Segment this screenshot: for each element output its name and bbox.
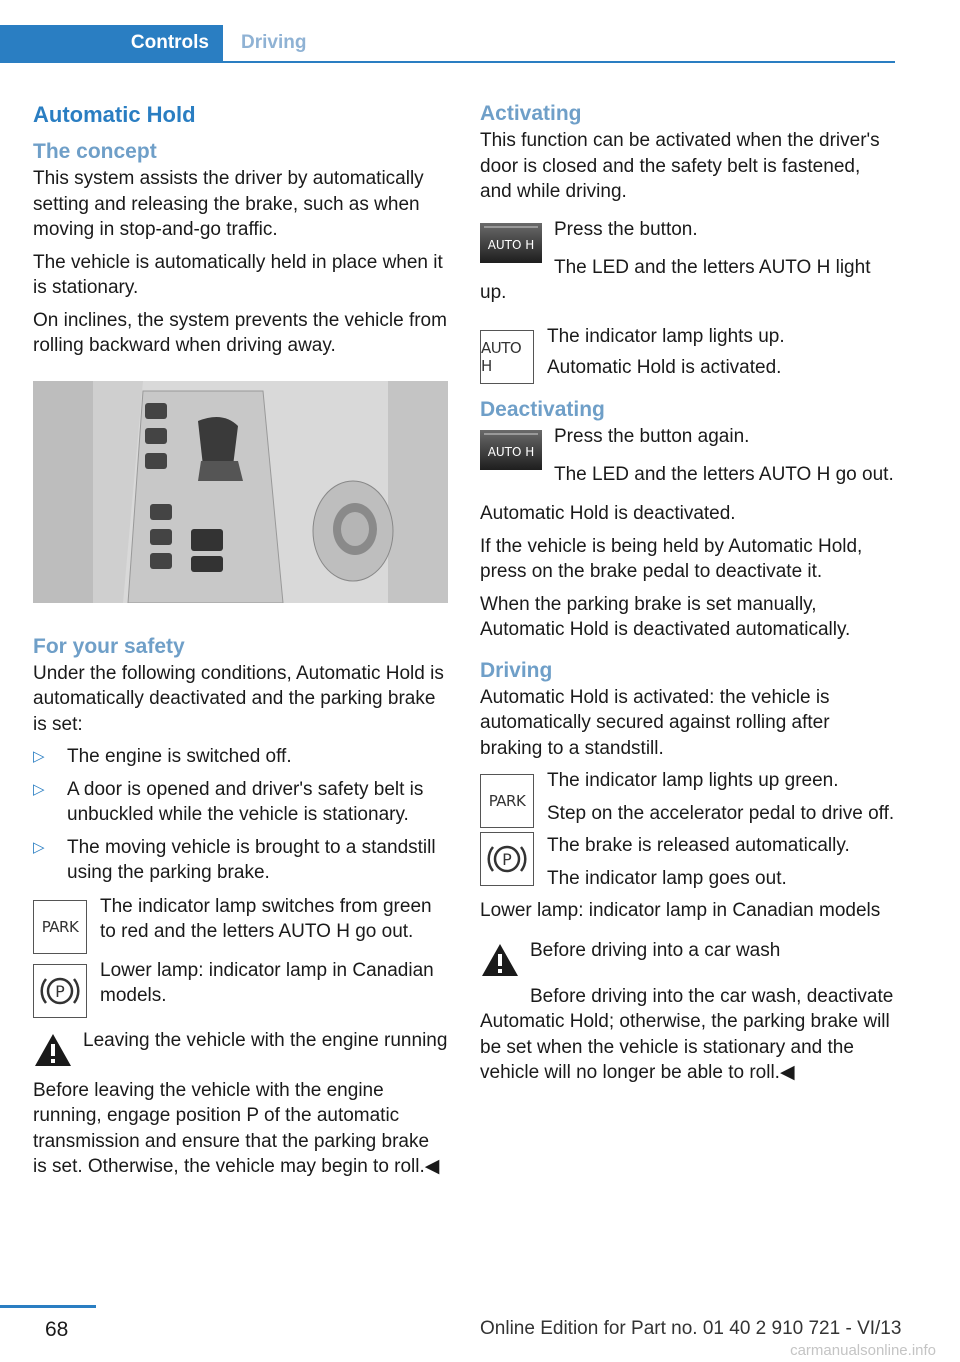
safety-heading: For your safety xyxy=(33,634,185,658)
safety-intro: Under the following conditions, Automatic Hold is automatically deactivated and the parking brake is set: xyxy=(33,662,444,735)
held-brake-text: If the vehicle is being held by Automatic Hold, press on the brake pedal to deactivate it. xyxy=(480,535,863,582)
warning-title: Leaving the vehicle with the engine running xyxy=(83,1029,448,1051)
canada-indicator-note xyxy=(33,958,448,1016)
page-number: 68 xyxy=(45,1318,69,1341)
triangle-bullet-icon: ▷ xyxy=(33,838,45,856)
carwash-title: Before driving into a car wash xyxy=(530,939,781,961)
park-indicator-icon: PARK xyxy=(33,900,87,954)
led-light-up-text: The LED and the letters AUTO H light up. xyxy=(480,256,871,303)
driving-paragraph: Automatic Hold is activated: the vehicle is automatically secured against rolling after braking to a standstill. xyxy=(480,686,830,759)
list-item: ▷ The engine is switched off. xyxy=(33,744,448,770)
warning-body: Before leaving the vehicle with the engine running, engage position P of the automatic transmission and ensure that the parking brake is set. Otherwise, the vehicle may begin to roll.◀ xyxy=(33,1079,440,1177)
lamp-green-text: The indicator lamp lights up green. xyxy=(547,770,839,791)
warning-icon xyxy=(480,942,520,978)
footer-rule xyxy=(0,1305,96,1308)
press-button-note xyxy=(480,217,895,275)
auto-h-button-icon xyxy=(480,430,542,470)
manual-brake-text: When the parking brake is set manually, Automatic Hold is deactivated automatically. xyxy=(480,593,851,640)
triangle-bullet-icon: ▷ xyxy=(33,780,45,798)
warning-car-wash xyxy=(480,938,895,988)
auto-h-indicator-note xyxy=(480,324,895,382)
triangle-bullet-icon: ▷ xyxy=(33,748,45,765)
svg-text:AUTO H: AUTO H xyxy=(487,444,535,459)
header-tabbar xyxy=(0,25,895,63)
auto-hold-activated-text: Automatic Hold is activated. xyxy=(547,357,782,378)
activating-paragraph: This function can be activated when the driver's door is closed and the safety belt is fastened, and while driving. xyxy=(480,130,880,202)
tab-controls[interactable]: Controls xyxy=(0,25,223,61)
park-indicator-text: The indicator lamp switches from green to red and the letters AUTO H go out. xyxy=(100,895,432,942)
warning-icon xyxy=(33,1032,73,1068)
concept-paragraph-1: This system assists the driver by automatically setting and releasing the brake, such as when moving in stop-and-go traffic. xyxy=(33,168,424,240)
press-again-text: Press the button again. xyxy=(554,425,750,447)
watermark-text: carmanualsonline.info xyxy=(790,1342,936,1359)
parking-brake-p-icon xyxy=(33,964,87,1018)
svg-text:P: P xyxy=(55,981,65,1001)
svg-text:P: P xyxy=(502,850,512,869)
list-item: ▷ The moving vehicle is brought to a standstill using the parking brake. xyxy=(33,836,436,883)
led-go-out-text: The LED and the letters AUTO H go out. xyxy=(554,463,894,485)
parking-brake-p-icon xyxy=(480,832,534,886)
deactivating-heading: Deactivating xyxy=(480,397,605,421)
press-again-note xyxy=(480,424,895,482)
drive-off-notes xyxy=(480,768,895,891)
list-item: ▷ A door is opened and driver's safety belt is unbuckled while the vehicle is stationary. xyxy=(33,778,424,825)
concept-heading: The concept xyxy=(33,140,157,163)
left-column xyxy=(33,100,448,1187)
driving-heading: Driving xyxy=(480,658,553,682)
park-indicator-icon: PARK xyxy=(480,774,534,828)
press-button-text: Press the button. xyxy=(554,218,698,240)
activating-heading: Activating xyxy=(480,102,582,125)
auto-h-button-icon xyxy=(480,223,542,263)
park-indicator-note xyxy=(33,894,448,952)
lower-lamp-text: Lower lamp: indicator lamp in Canadian models xyxy=(480,900,881,921)
edition-text: Online Edition for Part no. 01 40 2 910 721 - VI/13 xyxy=(480,1318,902,1339)
right-column xyxy=(480,100,895,1093)
accelerator-text: Step on the accelerator pedal to drive off. xyxy=(547,802,895,824)
condition-list xyxy=(33,744,448,886)
concept-paragraph-3: On inclines, the system prevents the vehicle from rolling backward when driving away. xyxy=(33,309,447,356)
auto-h-indicator-icon: AUTO H xyxy=(480,330,534,384)
indicator-lights-up-text: The indicator lamp lights up. xyxy=(547,325,785,347)
brake-released-text: The brake is released automatically. xyxy=(547,835,850,856)
warning-engine-running xyxy=(33,1028,448,1078)
svg-text:AUTO H: AUTO H xyxy=(487,237,535,252)
page-title: Automatic Hold xyxy=(33,102,196,127)
carwash-body: Before driving into the car wash, deactivate Automatic Hold; otherwise, the parking brake will be set when the vehicle is stationary and the vehicle will no longer be able to roll.◀ xyxy=(480,985,894,1083)
tab-driving[interactable]: Driving xyxy=(241,32,307,53)
lamp-goes-out-text: The indicator lamp goes out. xyxy=(547,867,787,889)
center-console-photo xyxy=(33,381,448,603)
auto-hold-deactivated-text: Automatic Hold is deactivated. xyxy=(480,503,736,524)
canada-indicator-text: Lower lamp: indicator lamp in Canadian models. xyxy=(100,959,434,1006)
concept-paragraph-2: The vehicle is automatically held in place when it is stationary. xyxy=(33,251,443,298)
